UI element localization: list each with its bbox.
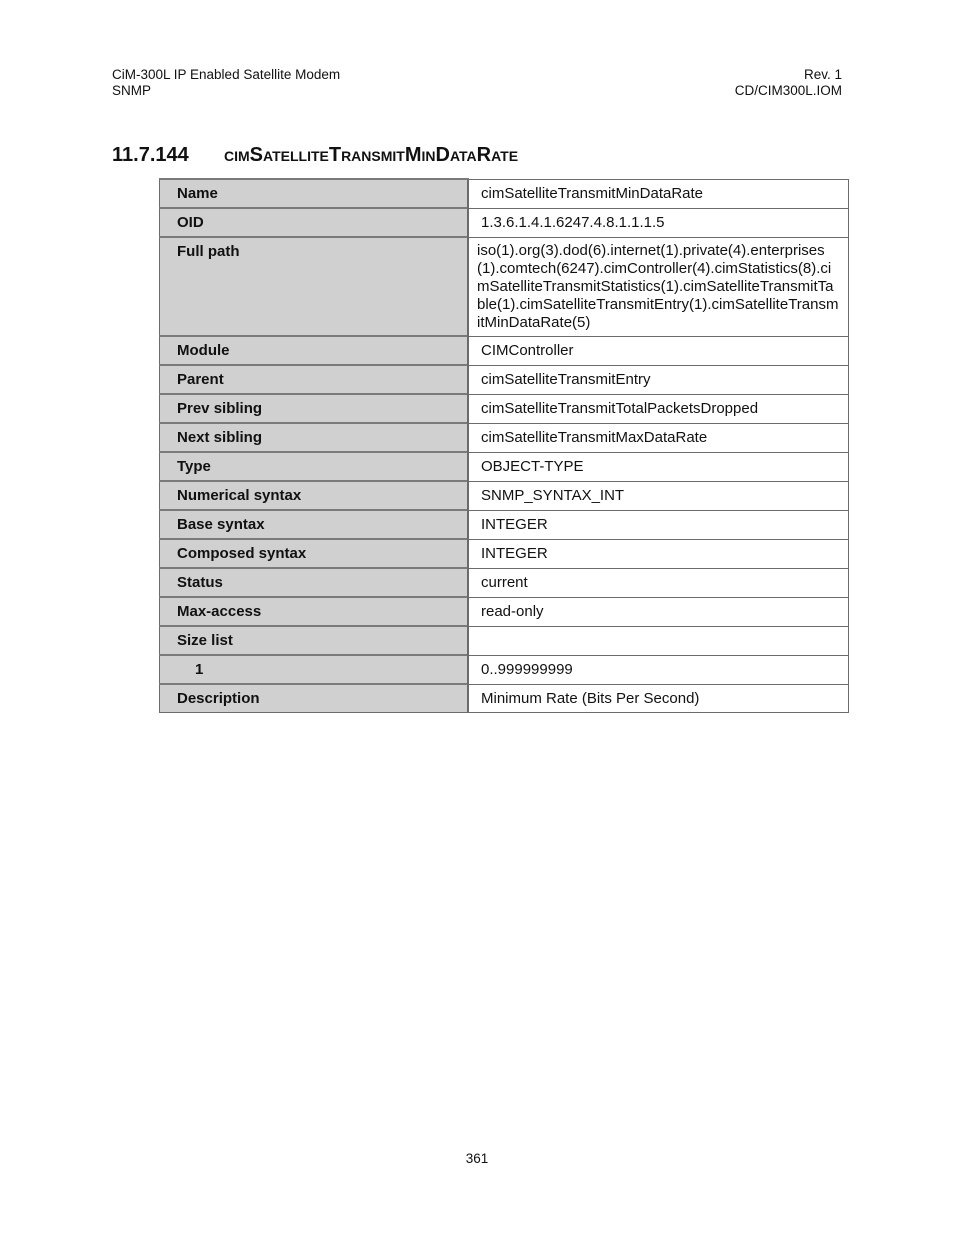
document-code: CD/CIM300L.IOM [734,83,842,98]
row-value: 0..999999999 [468,655,849,684]
section-name: cimSatelliteTransmitMinDataRate [224,144,519,166]
document-title: CiM-300L IP Enabled Satellite Modem [112,67,341,82]
table-row [160,684,849,713]
row-value: SNMP_SYNTAX_INT [468,481,849,510]
row-label: Size list [160,626,469,655]
table-row [160,655,849,684]
section-heading [112,144,518,167]
document-section: SNMP [112,83,152,98]
row-value: cimSatelliteTransmitMaxDataRate [468,423,849,452]
row-value: cimSatelliteTransmitTotalPacketsDropped [468,394,849,423]
row-value: cimSatelliteTransmitEntry [468,365,849,394]
table-row [160,597,849,626]
row-value: iso(1).org(3).dod(6).internet(1).private(4).enterprises(1).comtech(6247).cimController(4).cimStatistics(8).cimSatelliteTransmitStatistics(1).cimSatelliteTransmitTable(1).cimSatelliteTransmitEntry(1).cimSatelliteTransmitMinDataRate(5) [468,237,849,336]
row-label: Full path [160,237,469,336]
table-row [160,365,849,394]
row-label: Numerical syntax [160,481,469,510]
revision: Rev. 1 [803,67,842,82]
row-label: Prev sibling [160,394,469,423]
row-label: Status [160,568,469,597]
row-label: Description [160,684,469,713]
table-row [160,394,849,423]
table-row [160,336,849,365]
table-row [160,539,849,568]
row-label: Next sibling [160,423,469,452]
table-row [160,179,849,208]
row-label: Name [160,179,469,208]
row-value [468,626,849,655]
row-value: INTEGER [468,539,849,568]
row-label: Composed syntax [160,539,469,568]
section-number: 11.7.144 [112,144,189,166]
table-row [160,510,849,539]
table-row [160,237,849,336]
page-number: 361 [465,1151,489,1166]
row-label: OID [160,208,469,237]
row-label: Type [160,452,469,481]
row-value: Minimum Rate (Bits Per Second) [468,684,849,713]
row-value: cimSatelliteTransmitMinDataRate [468,179,849,208]
row-label: Max-access [160,597,469,626]
row-value: OBJECT-TYPE [468,452,849,481]
header-left [112,67,340,99]
row-value: read-only [468,597,849,626]
table-row [160,481,849,510]
row-value: INTEGER [468,510,849,539]
table-row [160,452,849,481]
row-label: Parent [160,365,469,394]
table-row [160,208,849,237]
row-value: 1.3.6.1.4.1.6247.4.8.1.1.1.5 [468,208,849,237]
row-label: Base syntax [160,510,469,539]
table-row [160,568,849,597]
table-row [160,626,849,655]
row-label: Module [160,336,469,365]
row-value: current [468,568,849,597]
table-row [160,423,849,452]
row-label: 1 [160,655,469,684]
row-value: CIMController [468,336,849,365]
mib-object-table [159,178,849,713]
header-right [735,67,842,99]
